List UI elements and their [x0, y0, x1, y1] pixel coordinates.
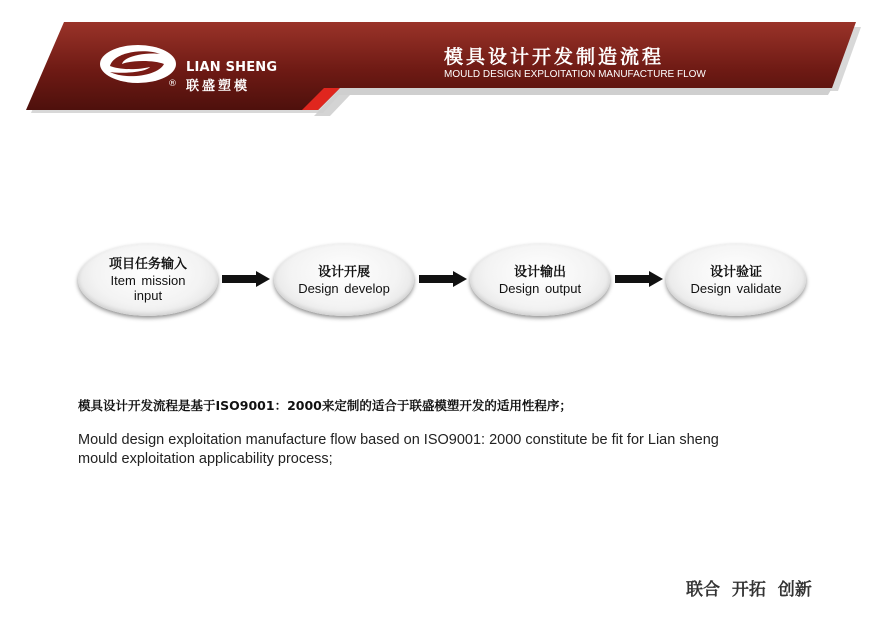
- description-en: Mould design exploitation manufacture flow based on ISO9001: 2000 constitute be fit for Lian sheng mould exploitation applicability process;: [78, 432, 719, 467]
- page-title: 模具设计开发制造流程: [444, 46, 665, 68]
- footer-slogan: 联合 开拓 创新: [686, 580, 812, 600]
- step-label-cn: 项目任务输入: [108, 257, 187, 272]
- flow-step-design-output: [470, 244, 610, 316]
- step-label-cn: 设计验证: [709, 264, 762, 280]
- right-arrow-icon: [615, 271, 663, 287]
- right-arrow-icon: [419, 271, 467, 287]
- step-label-cn: 设计开展: [317, 264, 370, 280]
- step-label-en: Design output: [498, 280, 582, 296]
- step-label-en: Design validate: [690, 280, 782, 296]
- step-label-en: input: [133, 288, 163, 303]
- flow-step-item-mission-input: [78, 244, 218, 316]
- brand-name-en: LIAN SHENG: [186, 60, 278, 75]
- step-label-en: Item mission: [110, 273, 186, 288]
- registered-mark: ®: [168, 79, 177, 89]
- flow-step-design-develop: [274, 244, 414, 316]
- page-subtitle: MOULD DESIGN EXPLOITATION MANUFACTURE FLOW: [444, 69, 706, 80]
- description-cn: 模具设计开发流程是基于ISO9001：2000来定制的适合于联盛模塑开发的适用性程序；: [78, 398, 572, 413]
- brand-name-cn: 联盛塑模: [186, 79, 251, 94]
- right-arrow-icon: [222, 271, 270, 287]
- step-label-cn: 设计输出: [513, 264, 566, 280]
- step-label-en: Design develop: [298, 280, 390, 296]
- flow-step-design-validate: [666, 244, 806, 316]
